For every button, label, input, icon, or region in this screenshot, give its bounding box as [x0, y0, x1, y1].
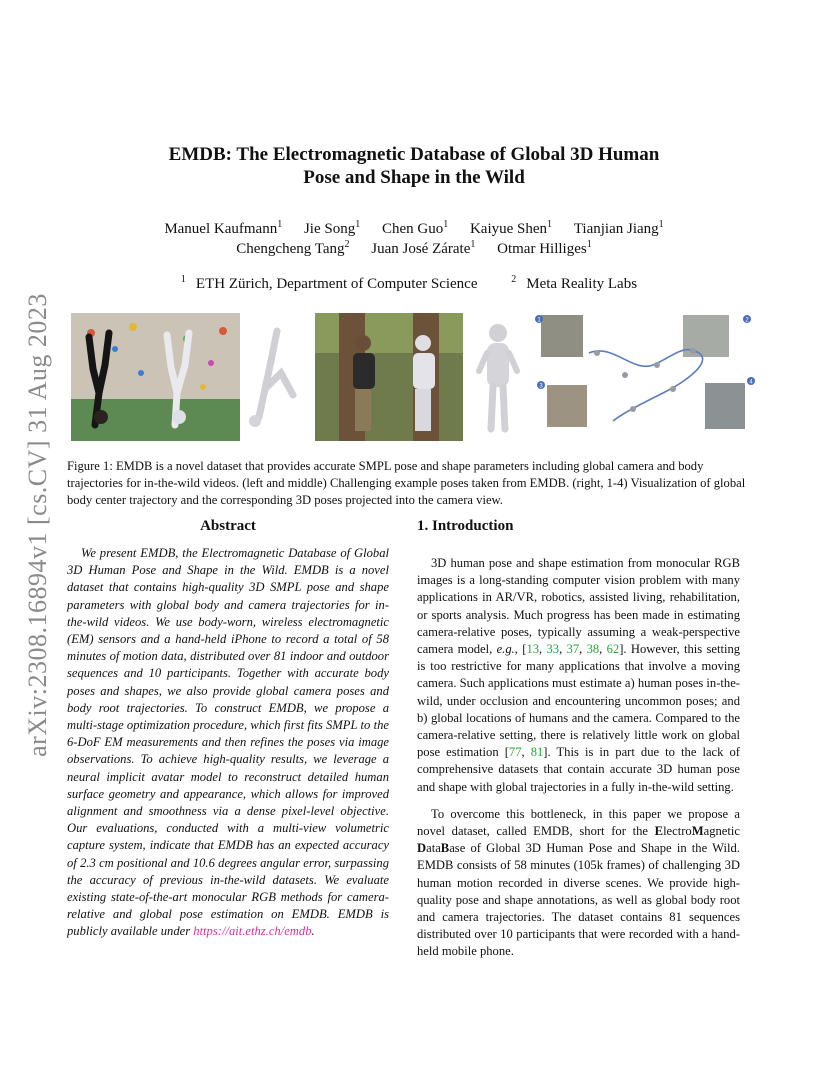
intro-text: ,	[514, 642, 518, 657]
paper-title	[100, 143, 728, 189]
trajectory-marker-label: 1	[537, 317, 541, 324]
author	[382, 221, 448, 237]
mesh-standing-render	[467, 313, 529, 441]
introduction-column	[417, 518, 740, 961]
trajectory-visualization	[533, 313, 757, 441]
title-line-1: EMDB: The Electromagnetic Database of Global 3D Human	[168, 144, 660, 165]
author-name: Chengcheng Tang	[236, 241, 345, 257]
author-row-2	[100, 239, 728, 259]
author	[371, 241, 475, 257]
citation-link[interactable]: 33	[546, 642, 560, 657]
abstract-heading: Abstract	[200, 518, 256, 534]
abstract-column	[67, 518, 389, 941]
author-affiliation-mark: 1	[470, 239, 476, 250]
author-affiliation-mark: 2	[344, 239, 350, 250]
citation-link[interactable]: 81	[530, 745, 544, 760]
abstract-end: .	[311, 924, 315, 939]
intro-text: ase of Global 3D Human Pose and Shape in the Wild. EMDB consists of 58 minutes (105k frames) of challenging 3D human motion recorded in diverse scenes. We provide high-quality pose and shape annotations, as well as global body root and camera trajectories. The dataset contains 81 sequences distributed over 10 participants that were recorded with a hand-held mobile phone.	[417, 841, 740, 959]
tree-hugging-photo	[315, 313, 463, 441]
author-name: Tianjian Jiang	[573, 221, 659, 237]
author-name: Chen Guo	[381, 221, 444, 237]
paragraph-gap	[417, 796, 740, 806]
author	[304, 221, 360, 237]
introduction-heading: 1. Introduction	[417, 518, 514, 534]
author-affiliation-mark: 1	[443, 219, 449, 230]
author-row-1	[100, 219, 728, 239]
intro-paragraph-2	[417, 806, 740, 961]
mesh-handstand-render	[241, 313, 311, 441]
author	[470, 221, 552, 237]
intro-text: 3D human pose and shape estimation from monocular RGB images is a long-standing computer vision problem with many applications in AR/VR, robotics, assisted living, rehabilitation, or sports analysis. Much progress has been made in estimating camera-relative poses, typically assuming a weak-perspective camera model,	[417, 556, 740, 657]
intro-text: lectro	[663, 824, 692, 839]
intro-text: . This is in part due to the lack of comprehensive datasets that contain accurate 3D human pose and shape with global trajectories in a fully in-the-wild setting.	[417, 745, 741, 794]
teaser-figure	[71, 313, 757, 441]
author-name: Juan José Zárate	[371, 241, 471, 257]
citation-link[interactable]: 77	[508, 745, 522, 760]
intro-bold-letter: B	[440, 841, 450, 856]
intro-paragraph-1: 3D human pose and shape estimation from monocular RGB images is a long-standing computer vision problem with many applications in AR/VR, robotics, assisted living, rehabilitation, or sports analysis. Much progress has been made in estimating camera-relative poses, typically assuming a weak-perspective camera model, e.g., [13, 33, 37, 38, 62]. However, this setting is too restrictive for many applications that involve a moving camera. Such applications must estimate a) human poses in-the-wild, under occlusion and encountering uncommon poses; and b) global locations of humans and the camera. Compared to the camera-relative setting, there is relatively little work on global pose estimation [77, 81]. This is in part due to the lack of comprehensive datasets that contain accurate 3D human pose and shape with global trajectories in a fully in-the-wild setting.	[417, 556, 741, 794]
intro-text: . However, this setting is too restrictive for many applications that involve a moving camera. Such applications must estimate a) human poses in-the-wild, under occlusion and encountering uncommon poses; and b) global locations of humans and the camera. Compared to the camera-relative setting, there is relatively little work on global pose estimation	[417, 642, 741, 760]
author-name: Manuel Kaufmann	[164, 221, 278, 237]
affiliation-text: ETH Zürich, Department of Computer Science	[195, 276, 478, 292]
author	[236, 241, 349, 257]
affiliation-mark: 1	[180, 274, 186, 285]
citation-link[interactable]: 13	[526, 642, 540, 657]
intro-bold-letter: E	[654, 824, 664, 839]
intro-text: To overcome this bottleneck, in this paper we propose a novel dataset, called EMDB, short for the	[417, 806, 740, 839]
affiliations	[100, 276, 728, 293]
affiliation	[511, 276, 647, 292]
intro-text-italic: e.g.	[496, 642, 515, 657]
author	[574, 221, 664, 237]
affiliation-mark: 2	[511, 274, 517, 285]
author-affiliation-mark: 1	[547, 219, 553, 230]
intro-bold-letter: M	[691, 824, 704, 839]
citation-link[interactable]: 62	[606, 642, 620, 657]
intro-text: ata	[426, 841, 441, 856]
trajectory-marker-label: 2	[745, 317, 749, 324]
project-url-link[interactable]: https://ait.ethz.ch/emdb	[193, 924, 312, 939]
trajectory-marker-label: 4	[749, 379, 753, 386]
affiliation	[181, 276, 488, 292]
citation-link[interactable]: 38	[586, 642, 600, 657]
intro-bold-letter: D	[417, 841, 427, 856]
author-name: Otmar Hilliges	[497, 241, 587, 257]
abstract-body	[67, 545, 389, 941]
author-list	[100, 219, 728, 259]
trajectory-marker-label: 3	[539, 383, 543, 390]
citation-link[interactable]: 37	[566, 642, 580, 657]
author	[497, 241, 592, 257]
intro-text: agnetic	[703, 824, 740, 839]
abstract-text: We present EMDB, the Electromagnetic Database of Global 3D Human Pose and Shape in the Wild. EMDB is a novel dataset that contains high-quality 3D SMPL pose and shape parameters with global body and camera trajectories for in-the-wild videos. We use body-worn, wireless electromagnetic (EM) sensors and a hand-held iPhone to record a total of 58 minutes of motion data, distributed over 81 indoor and outdoor sequences and 10 participants. Together with accurate body poses and shapes, we also provide global camera poses and body root trajectories. To construct EMDB, we propose a multi-stage optimization procedure, which first fits SMPL to the 6-DoF EM measurements and then refines the poses via image observations. To achieve high-quality results, we leverage a neural implicit avatar model to reconstruct detailed human surface geometry and appearance, which allows for improved alignment and smoothness via a dense pixel-level objective. Our evaluations, conducted with a multi-view volumetric capture system, indicate that EMDB has an expected accuracy of 2.3 cm positional and 10.6 degrees angular error, surpassing the accuracy of previous in-the-wild datasets. We evaluate existing state-of-the-art monocular RGB methods for camera-relative and global pose estimation on EMDB. EMDB is publicly available under	[67, 546, 389, 939]
affiliation-text: Meta Reality Labs	[526, 276, 638, 292]
author-name: Kaiyue Shen	[469, 221, 548, 237]
climbing-handstand-photo	[71, 313, 240, 441]
author-affiliation-mark: 1	[277, 219, 283, 230]
arxiv-side-identifier	[22, 290, 54, 760]
arxiv-identifier-text: arXiv:2308.16894v1 [cs.CV] 31 Aug 2023	[23, 293, 52, 757]
author-affiliation-mark: 1	[355, 219, 361, 230]
author	[164, 221, 282, 237]
author-affiliation-mark: 1	[586, 239, 592, 250]
author-name: Jie Song	[303, 221, 356, 237]
title-line-2: Pose and Shape in the Wild	[303, 167, 525, 188]
author-affiliation-mark: 1	[658, 219, 664, 230]
figure-caption: Figure 1: EMDB is a novel dataset that provides accurate SMPL pose and shape parameters including global camera and body trajectories for in-the-wild videos. (left and middle) Challenging example poses taken from EMDB. (right, 1-4) Visualization of global body center trajectory and the corresponding 3D poses projected into the camera view.	[67, 459, 746, 507]
